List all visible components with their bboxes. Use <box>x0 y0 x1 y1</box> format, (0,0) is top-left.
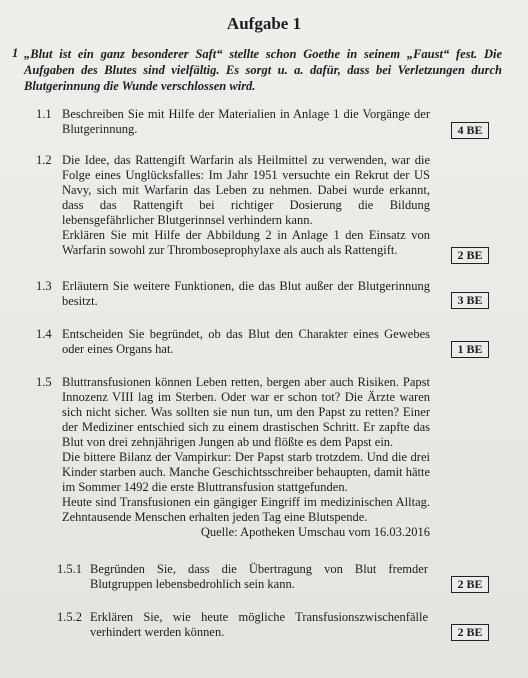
points-badge: 2 BE <box>451 247 489 264</box>
task-number: 1.3 <box>36 279 52 293</box>
task-text <box>62 153 430 258</box>
points-badge: 1 BE <box>451 341 489 358</box>
task-number: 1.4 <box>36 327 52 341</box>
task-paragraph: Die Idee, das Rattengift Warfarin als Heilmittel zu verwenden, war die Folge eines Unglücksfalles: Im Jahr 1951 versuchte ein Rekrut der US Navy, sich mit Warfarin das Leben zu nehmen. Dabei wurde erkannt, dass das Rattengift bei richtiger Dosierung die Bildung lebensgefährlicher Blutgerinnsel verhindern kann. <box>62 153 430 227</box>
points-badge: 2 BE <box>451 624 489 641</box>
points-badge: 3 BE <box>451 292 489 309</box>
task-text: Entscheiden Sie begründet, ob das Blut den Charakter eines Gewebes oder eines Organs hat. <box>62 327 430 356</box>
page-title: Aufgabe 1 <box>226 14 302 33</box>
intro-text: „Blut ist ein ganz besonderer Saft“ stellte schon Goethe in seinem „Faust“ fest. Die Aufgaben des Blutes sind vielfältig. Es sorgt u. a. dafür, dass bei Verletzungen durch Blutgerinnung die Wunde verschlossen wird. <box>24 47 502 93</box>
task-paragraph: Die bittere Bilanz der Vampirkur: Der Papst starb trotzdem. Und die drei Kinder starben auch. Manche Geschichtsschreiber behaupten, damit hätte im Sommer 1492 die erste Bluttransfusion stattgefunden. <box>62 450 430 494</box>
task-paragraph: Erklären Sie mit Hilfe der Abbildung 2 in Anlage 1 den Einsatz von Warfarin sowohl zur Thromboseprophylaxe als auch als Rattengift. <box>62 228 430 257</box>
task-text: Beschreiben Sie mit Hilfe der Materialien in Anlage 1 die Vorgänge der Blutgerinnung. <box>62 107 430 136</box>
subtask-text: Erklären Sie, wie heute mögliche Transfusionszwischenfälle verhindert werden können. <box>90 610 428 639</box>
source-citation: Quelle: Apotheken Umschau vom 16.03.2016 <box>200 525 430 539</box>
points-badge: 4 BE <box>451 122 489 139</box>
subtask-text: Begründen Sie, dass die Übertragung von Blut fremder Blutgruppen lebensbedrohlich sein kann. <box>90 562 428 591</box>
task-number: 1.2 <box>36 153 52 167</box>
subtask-number: 1.5.2 <box>57 610 82 624</box>
points-badge: 2 BE <box>451 576 489 593</box>
intro-number: 1 <box>12 46 19 60</box>
task-text: Erläutern Sie weitere Funktionen, die das Blut außer der Blutgerinnung besitzt. <box>62 279 430 308</box>
task-text <box>62 375 430 540</box>
task-paragraph: Heute sind Transfusionen ein gängiger Eingriff im medizinischen Alltag. Zehntausende Menschen erhalten jeden Tag eine Blutspende. <box>62 495 430 524</box>
task-number: 1.5 <box>36 375 52 389</box>
task-number: 1.1 <box>36 107 52 121</box>
task-paragraph: Bluttransfusionen können Leben retten, bergen aber auch Risiken. Papst Innozenz VIII lag im Sterben. Oder war er schon tot? Die Ärzte waren sich nicht sicher. Was sollten sie nun tun, um den Papst zu retten? Einer der Mediziner entschied sich zu einem drastischen Schritt. Er zapfte das Blut von drei zehnjährigen Jungen ab und flößte es dem Papst ein. <box>62 375 430 449</box>
subtask-number: 1.5.1 <box>57 562 82 576</box>
